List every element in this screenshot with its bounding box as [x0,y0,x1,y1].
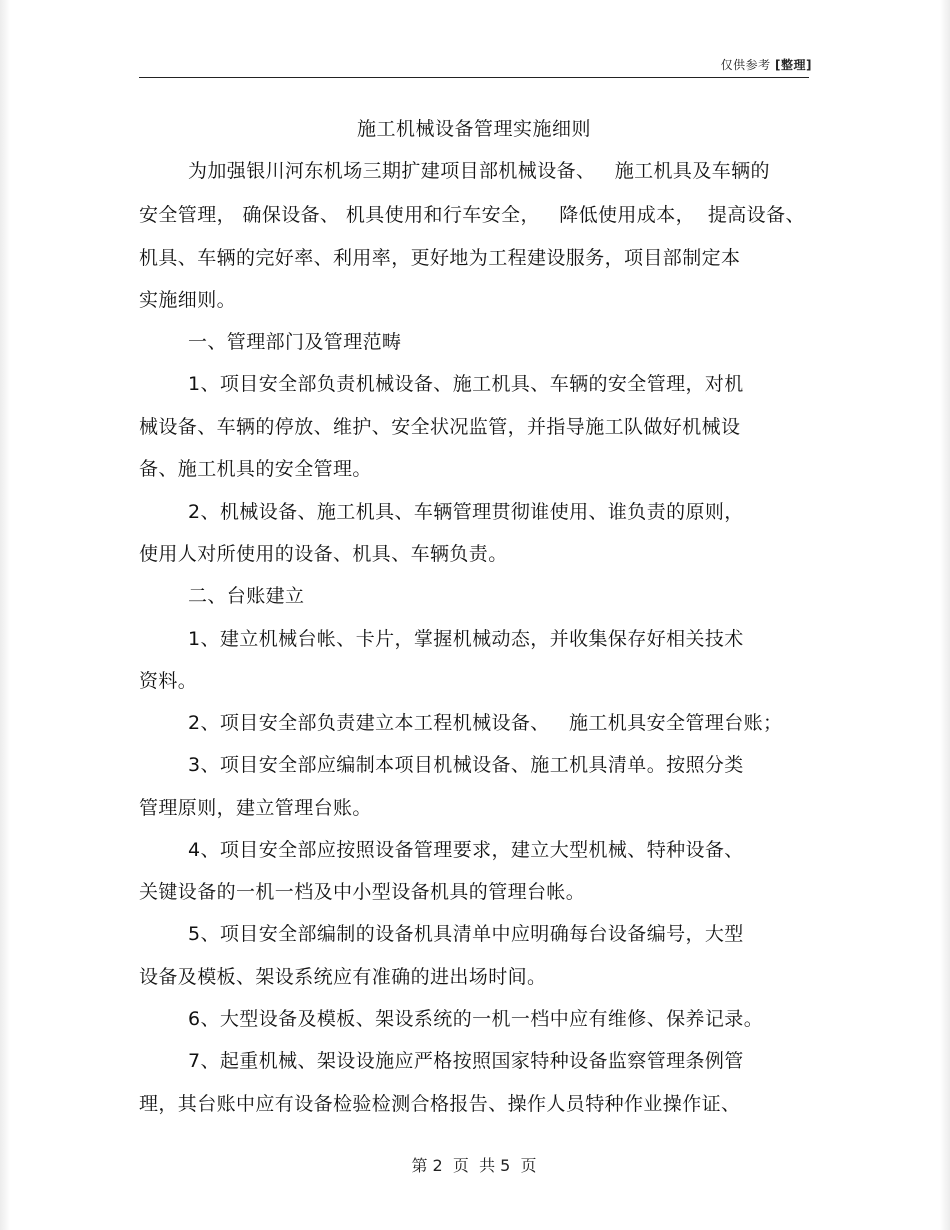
paragraph-line: 1、项目安全部负责机械设备、施工机具、车辆的安全管理，对机 [188,373,744,395]
paragraph-line: 7、起重机械、架设设施应严格按照国家特种设备监察管理条例管 [188,1050,744,1072]
paragraph-line: 机具、车辆的完好率、利用率，更好地为工程建设服务，项目部制定本 [139,247,741,269]
paragraph-line: 为加强银川河东机场三期扩建项目部机械设备、 施工机具及车辆的 [188,160,770,182]
page-edge-left [0,0,10,1230]
header-note-text: 仅供参考 [720,58,771,72]
paragraph-line: 使用人对所使用的设备、机具、车辆负责。 [139,543,508,565]
paragraph-line: 备、施工机具的安全管理。 [139,458,372,480]
paragraph-line: 资料。 [139,670,198,692]
paragraph-line: 1、建立机械台帐、卡片，掌握机械动态，并收集保存好相关技术 [188,628,744,650]
paragraph-line: 械设备、车辆的停放、维护、安全状况监管，并指导施工队做好机械设 [139,416,741,438]
section-heading: 二、台账建立 [188,585,305,607]
paragraph-line: 关键设备的一机一档及中小型设备机具的管理台帐。 [139,881,586,903]
paragraph-line: 2、项目安全部负责建立本工程机械设备、 施工机具安全管理台账； [188,712,783,734]
section-heading: 一、管理部门及管理范畴 [188,331,402,353]
document-title: 施工机械设备管理实施细则 [356,118,591,140]
paragraph-line: 5、项目安全部编制的设备机具清单中应明确每台设备编号，大型 [188,923,744,945]
paragraph-line: 6、大型设备及模板、架设系统的一机一档中应有维修、保养记录。 [188,1008,764,1030]
paragraph-line: 管理原则，建立管理台账。 [139,797,372,819]
header-note [721,56,812,73]
paragraph-line: 安全管理， 确保设备、 机具使用和行车安全， 降低使用成本， 提高设备、 [139,204,805,226]
header-note-tag: [整理] [775,58,812,72]
paragraph-line: 实施细则。 [139,289,237,311]
paragraph-line: 3、项目安全部应编制本项目机械设备、施工机具清单。按照分类 [188,754,744,776]
paragraph-line: 2、机械设备、施工机具、车辆管理贯彻谁使用、谁负责的原则， [188,501,744,523]
paragraph-line: 设备及模板、架设系统应有准确的进出场时间。 [139,966,547,988]
page-edge-right [940,0,950,1230]
paragraph-line: 4、项目安全部应按照设备管理要求，建立大型机械、特种设备、 [188,839,744,861]
paragraph-line: 理，其台账中应有设备检验检测合格报告、操作人员特种作业操作证、 [139,1093,741,1115]
page-number: 第 2 页 共 5 页 [411,1156,537,1175]
header-rule [139,77,809,78]
